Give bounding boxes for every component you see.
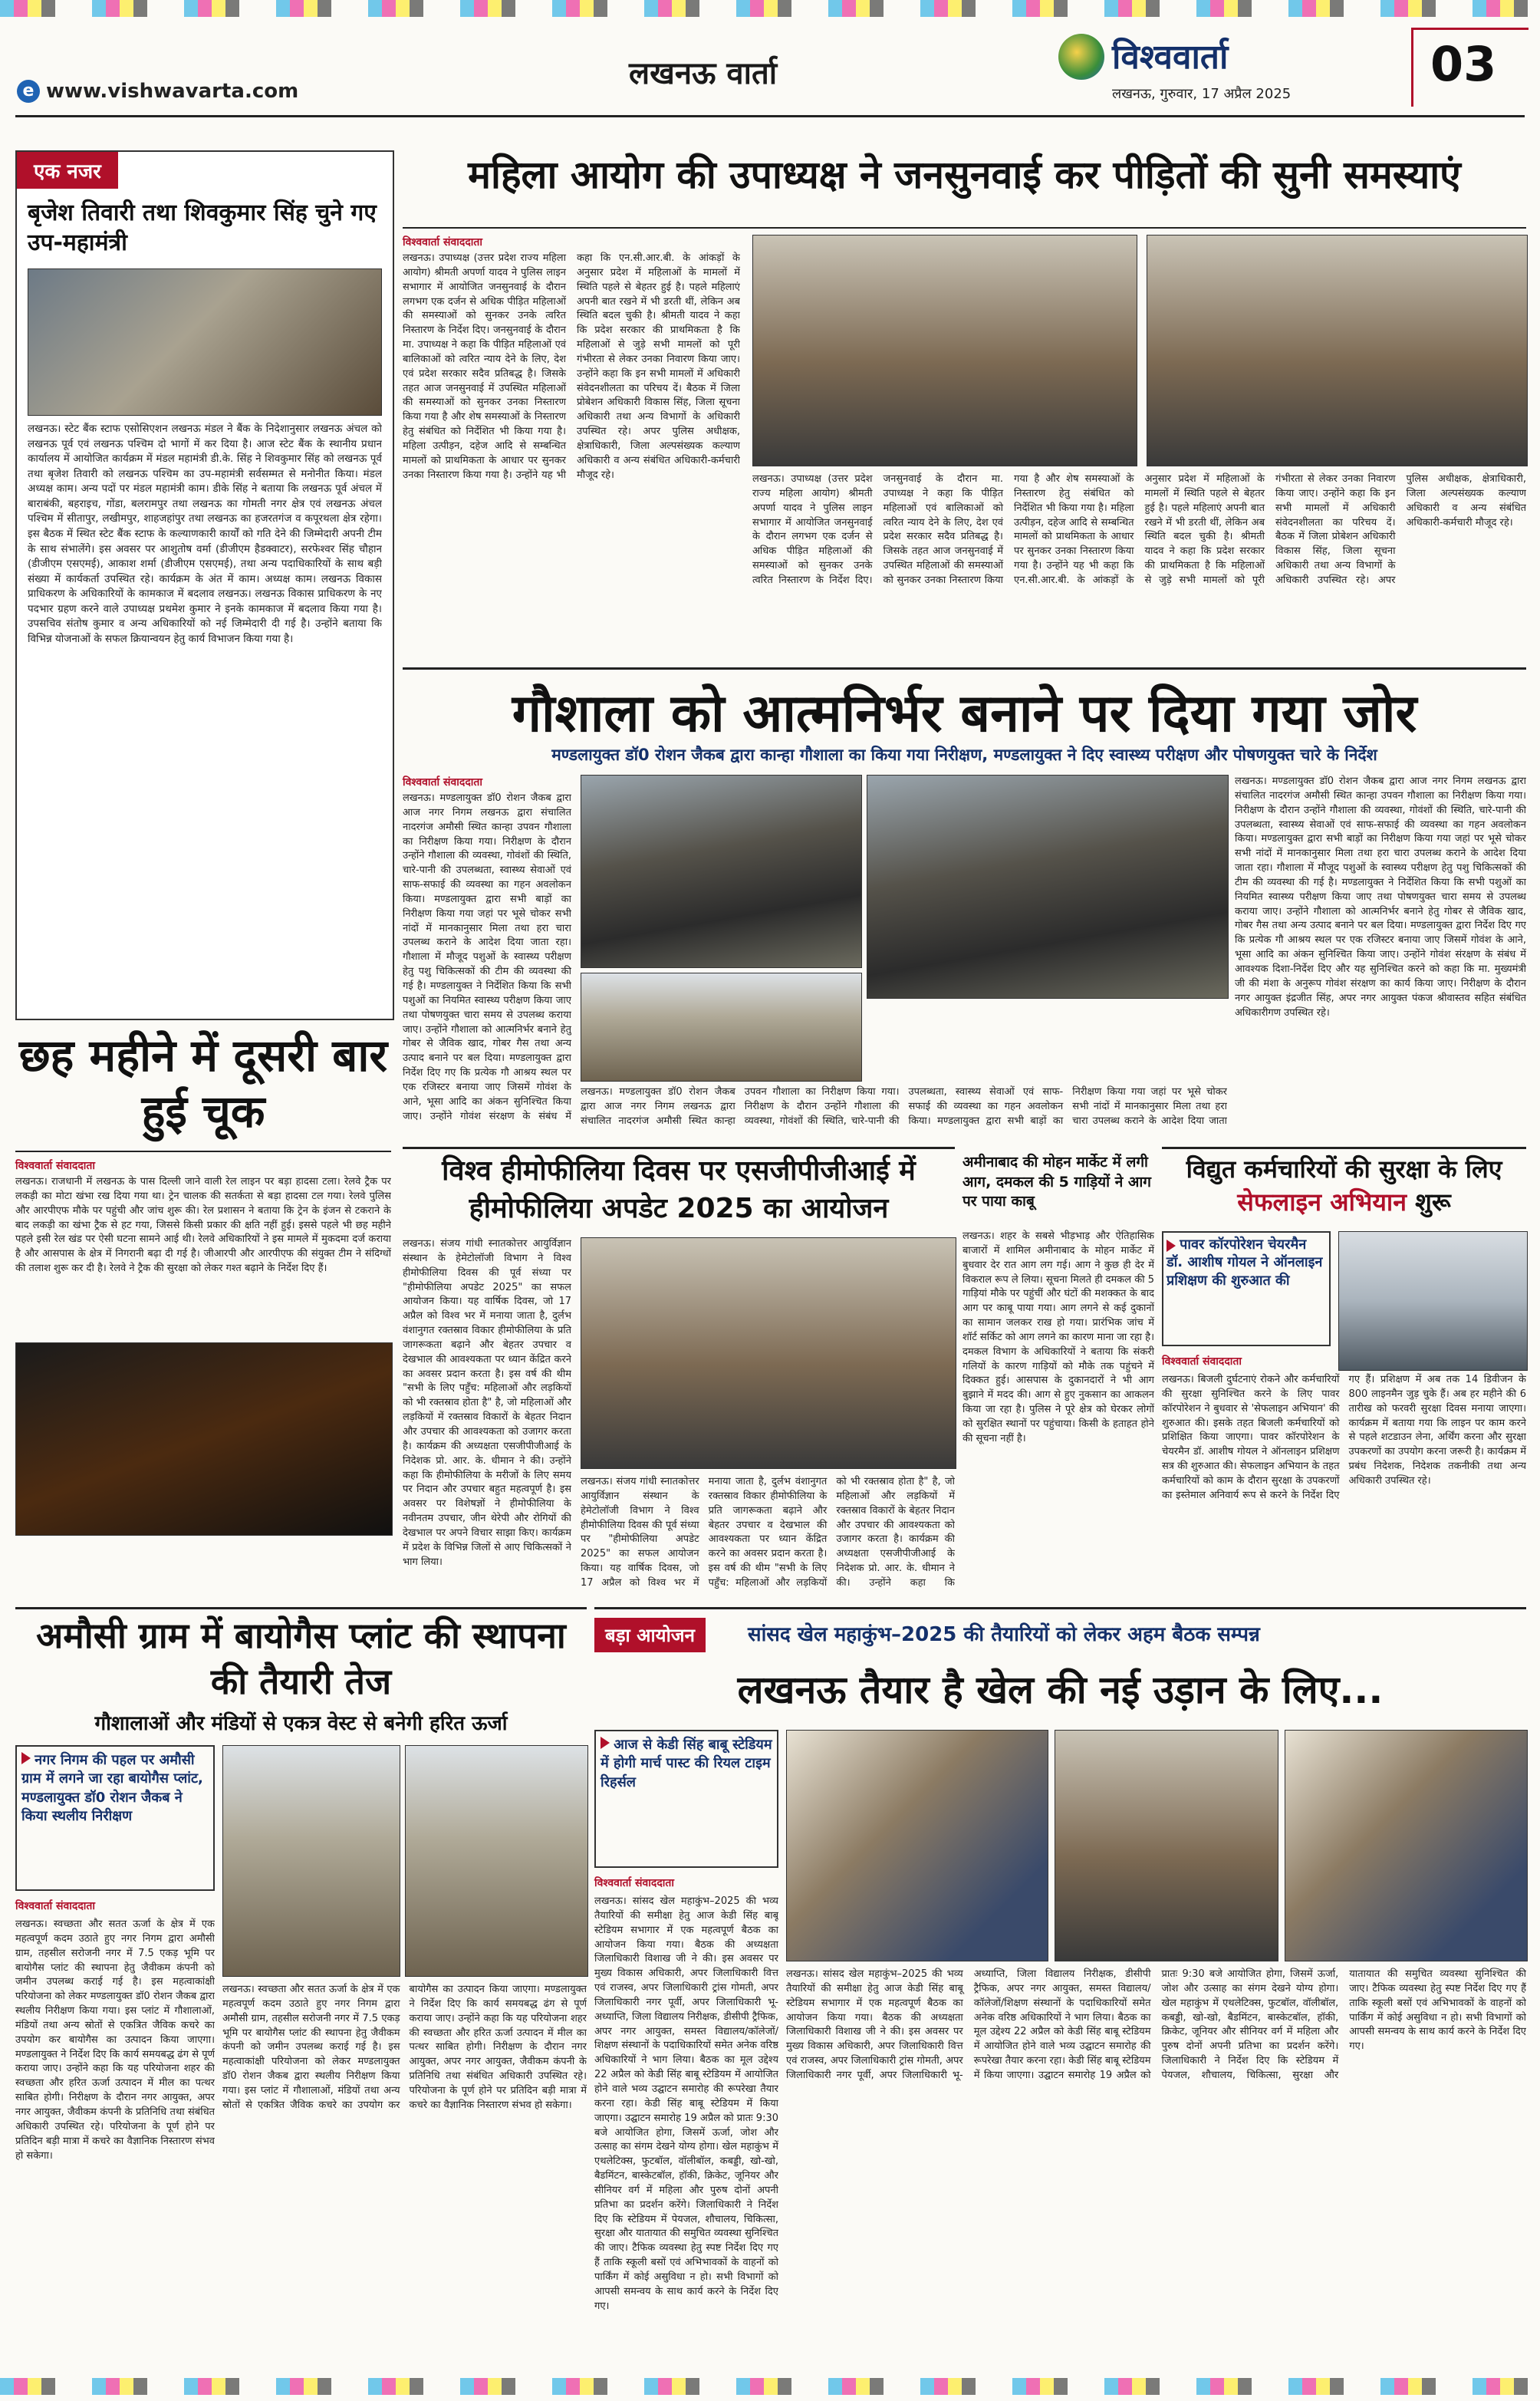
amausi-story xyxy=(15,1607,587,2363)
gaushala-body: लखनऊ। मण्डलायुक्त डॉ0 रोशन जैकब द्वारा आज नगर निगम लखनऊ द्वारा संचालित नादरगंज अमौसी स्थित कान्हा उपवन गौशाला का निरीक्षण किया गया। निरीक्षण के दौरान उन्होंने गौशाला की व्यवस्था, गोवंशों की स्थिति, चारे-पानी की उपलब्धता, स्वास्थ्य सेवाओं एवं साफ-सफाई की व्यवस्था का गहन अवलोकन किया। मण्डलायुक्त द्वारा सभी बाड़ों का निरीक्षण किया गया जहां पर भूसे चोकर सभी नांदों में मानकानुसार मिला तथा हरा चारा उपलब्ध कराने के आदेश दिया जाता रहा। गौशाला में मौजूद पशुओं के स्वास्थ्य परीक्षण हेतु पशु चिकित्सकों की टीम की व्यवस्था की गई है। मण्डलायुक्त ने निर्देशित किया कि सभी पशुओं का नियमित स्वास्थ्य परीक्षण किया जाए तथा पोषणयुक्त चारा समय से उपलब्ध कराया जाए। उन्होंने गौशाला को आत्मनिर्भर बनाने हेतु गोबर से जैविक खाद, गोबर गैस तथा अन्य उत्पाद बनाने पर बल दिया। मण्डलायुक्त द्वारा निर्देश दिए गए कि प्रत्येक गौ आश्रय स्थल पर एक रजिस्टर बनाया जाए जिसमें गोवंश के आने, भूसा आदि का अंकन सुनिश्चित किया जाए। उन्होंने गोवंश संरक्षण के संबंध में xyxy=(403,792,571,1121)
vidyut-pull-quote-box xyxy=(1162,1231,1331,1346)
gaushala-subhead: मण्डलायुक्त डॉ0 रोशन जैकब द्वारा कान्हा गौशाला का किया गया निरीक्षण, मण्डलायुक्त ने दिए स्वास्थ्य परीक्षण और पोषणयुक्त चारे के निर्देश xyxy=(551,746,1377,764)
khel-photo-2 xyxy=(1055,1730,1278,1961)
khel-headline: लखनऊ तैयार है खेल की नई उड़ान के लिए... xyxy=(737,1668,1384,1712)
mahila-rule xyxy=(403,227,1526,229)
gaushala-body-cont: लखनऊ। मण्डलायुक्त डॉ0 रोशन जैकब द्वारा आज नगर निगम लखनऊ द्वारा संचालित नादरगंज अमौसी स्थित कान्हा उपवन गौशाला का निरीक्षण किया गया। निरीक्षण के दौरान उन्होंने गौशाला की व्यवस्था, गोवंशों की स्थिति, चारे-पानी की उपलब्धता, स्वास्थ्य सेवाओं एवं साफ-सफाई की व्यवस्था का गहन अवलोकन किया। मण्डलायुक्त द्वारा सभी बाड़ों का निरीक्षण किया गया जहां पर भूसे चोकर सभी नांदों में मानकानुसार मिला तथा हरा चारा उपलब्ध कराने के आदेश दिया जाता xyxy=(581,1086,1227,1127)
page-number: 03 xyxy=(1430,36,1497,92)
amausi-byline: विश्ववार्ता संवाददाता xyxy=(15,1900,96,1912)
gaushala-body-right: लखनऊ। मण्डलायुक्त डॉ0 रोशन जैकब द्वारा आज नगर निगम लखनऊ द्वारा संचालित नादरगंज अमौसी स्थित कान्हा उपवन गौशाला का निरीक्षण किया गया। निरीक्षण के दौरान उन्होंने गौशाला की व्यवस्था, गोवंशों की स्थिति, चारे-पानी की उपलब्धता, स्वास्थ्य सेवाओं एवं साफ-सफाई की व्यवस्था का गहन अवलोकन किया। मण्डलायुक्त द्वारा सभी बाड़ों का निरीक्षण किया गया जहां पर भूसे चोकर सभी नांदों में मानकानुसार मिला तथा हरा चारा उपलब्ध कराने के आदेश दिया जाता रहा। गौशाला में मौजूद पशुओं के स्वास्थ्य परीक्षण हेतु पशु चिकित्सकों की टीम की व्यवस्था की गई है। मण्डलायुक्त ने निर्देशित किया कि सभी पशुओं का नियमित स्वास्थ्य परीक्षण किया जाए तथा पोषणयुक्त चारा समय से उपलब्ध कराया जाए। उन्होंने गौशाला को आत्मनिर्भर बनाने हेतु गोबर से जैविक खाद, गोबर गैस तथा अन्य उत्पाद बनाने पर बल दिया। मण्डलायुक्त द्वारा निर्देश दिए गए कि प्रत्येक गौ आश्रय स्थल पर एक रजिस्टर बनाया जाए जिसमें गोवंश के आने, भूसा आदि का अंकन सुनिश्चित किया जाए। उन्होंने गोवंश संरक्षण के संबंध में आवश्यक दिशा-निर्देश दिए और यह सुनिश्चित करने को कहा कि मा. मुख्यमंत्री जी की मंशा के अनुरूप गोवंश संरक्षण का कार्य किया जाए। निरीक्षण के दौरान नगर आयुक्त इंद्रजीत सिंह, अपर नगर आयुक्त पंकज श्रीवास्तव सहित संबंधित अधिकारीगण उपस्थित रहे। xyxy=(1235,776,1526,1019)
amausi-subhead: गौशालाओं और मंडियों से एकत्र वेस्ट से बनेगी हरित ऊर्जा xyxy=(94,1712,508,1735)
masthead-rule xyxy=(15,115,1525,117)
chuuk-headline: छह महीने में दूसरी बार हुई चूक xyxy=(18,1029,388,1138)
page-number-box xyxy=(1411,28,1528,107)
hemophilia-photo xyxy=(581,1237,956,1469)
amausi-pull-quote: नगर निगम की पहल पर अमौसी ग्राम में लगने जा रहा बायोगैस प्लांट, मण्डलायुक्त डॉ0 रोशन जैकब ने किया स्थलीय निरीक्षण xyxy=(21,1752,203,1824)
khel-body: लखनऊ। सांसद खेल महाकुंभ–2025 की भव्य तैयारियों की समीक्षा हेतु आज केडी सिंह बाबू स्टेडियम सभागार में एक महत्वपूर्ण बैठक का आयोजन किया गया। बैठक की अध्यक्षता जिलाधिकारी विशाख जी ने की। इस अवसर पर मुख्य विकास अधिकारी, अपर जिलाधिकारी वित्त एवं राजस्व, अपर जिलाधिकारी ट्रांस गोमती, अपर जिलाधिकारी नगर पूर्वी, अपर जिलाधिकारी भू-अध्याप्ति, जिला विद्यालय निरीक्षक, डीसीपी ट्रैफिक, अपर नगर आयुक्त, समस्त विद्यालय/कॉलेजों/शिक्षण संस्थानों के पदाधिकारियों समेत अनेक वरिष्ठ अधिकारियों ने भाग लिया। बैठक का मूल उद्देश्य 22 अप्रैल को केडी सिंह बाबू स्टेडियम में आयोजित होने वाले भव्य उद्घाटन समारोह की रूपरेखा तैयार करना रहा। केडी सिंह बाबू स्टेडियम में किया जाएगा। उद्घाटन समारोह 19 अप्रैल को प्रातः 9:30 बजे आयोजित होगा, जिसमें ऊर्जा, जोश और उत्साह का संगम देखने योग्य होगा। खेल महाकुंभ में एथलेटिक्स, फुटबॉल, वॉलीबॉल, कबड्डी, खो-खो, बैडमिंटन, बास्केटबॉल, हॉकी, क्रिकेट, जूनियर और सीनियर वर्ग में महिला और पुरुष दोनों अपनी प्रतिभा का प्रदर्शन करेंगे। जिलाधिकारी ने निर्देश दिए कि स्टेडियम में पेयजल, शौचालय, चिकित्सा, सुरक्षा और यातायात की समुचित व्यवस्था सुनिश्चित की जाए। टैफिक व्यवस्था हेतु स्पष्ट निर्देश दिए गए हैं ताकि स्कूली बसों एवं अभिभावकों के वाहनों को पार्किंग में कोई असुविधा न हो। सभी विभागों को आपसी समन्वय के साथ कार्य करने के निर्देश दिए गए। xyxy=(594,1895,778,2312)
aminabad-headline: अमीनाबाद की मोहन मार्केट में लगी आग, दमकल की 5 गाड़ियों ने आग पर पाया काबू xyxy=(962,1154,1151,1210)
dateline: लखनऊ, गुरुवार, 17 अप्रैल 2025 xyxy=(1112,86,1292,102)
khel-body-cont: लखनऊ। सांसद खेल महाकुंभ–2025 की भव्य तैयारियों की समीक्षा हेतु आज केडी सिंह बाबू स्टेडियम सभागार में एक महत्वपूर्ण बैठक का आयोजन किया गया। बैठक की अध्यक्षता जिलाधिकारी विशाख जी ने की। इस अवसर पर मुख्य विकास अधिकारी, अपर जिलाधिकारी वित्त एवं राजस्व, अपर जिलाधिकारी ट्रांस गोमती, अपर जिलाधिकारी नगर पूर्वी, अपर जिलाधिकारी भू-अध्याप्ति, जिला विद्यालय निरीक्षक, डीसीपी ट्रैफिक, अपर नगर आयुक्त, समस्त विद्यालय/कॉलेजों/शिक्षण संस्थानों के पदाधिकारियों समेत अनेक वरिष्ठ अधिकारियों ने भाग लिया। बैठक का मूल उद्देश्य 22 अप्रैल को केडी सिंह बाबू स्टेडियम में आयोजित होने वाले भव्य उद्घाटन समारोह की रूपरेखा तैयार करना रहा। केडी सिंह बाबू स्टेडियम में किया जाएगा। उद्घाटन समारोह 19 अप्रैल को प्रातः 9:30 बजे आयोजित होगा, जिसमें ऊर्जा, जोश और उत्साह का संगम देखने योग्य होगा। खेल महाकुंभ में एथलेटिक्स, फुटबॉल, वॉलीबॉल, कबड्डी, खो-खो, बैडमिंटन, बास्केटबॉल, हॉकी, क्रिकेट, जूनियर और सीनियर वर्ग में महिला और पुरुष दोनों अपनी प्रतिभा का प्रदर्शन करेंगे। जिलाधिकारी ने निर्देश दिए कि स्टेडियम में पेयजल, शौचालय, चिकित्सा, सुरक्षा और यातायात की समुचित व्यवस्था सुनिश्चित की जाए। टैफिक व्यवस्था हेतु स्पष्ट निर्देश दिए गए हैं ताकि स्कूली बसों एवं अभिभावकों के वाहनों को पार्किंग में कोई असुविधा न हो। सभी विभागों को आपसी समन्वय के साथ कार्य करने के निर्देश दिए गए। xyxy=(786,1968,1526,2081)
gaushala-photo-2 xyxy=(867,775,1229,999)
vishwavarta-logo xyxy=(1058,34,1104,80)
arrow-marker-icon xyxy=(1167,1240,1176,1252)
gaushala-story xyxy=(403,667,1526,1135)
hemophilia-body: लखनऊ। संजय गांधी स्नातकोत्तर आयुर्विज्ञान संस्थान के हेमेटोलॉजी विभाग ने विश्व हीमोफीलिया दिवस की पूर्व संध्या पर "हीमोफीलिया अपडेट 2025" का सफल आयोजन किया। यह वार्षिक दिवस, जो 17 अप्रैल को विश्व भर में मनाया जाता है, दुर्लभ वंशानुगत रक्तस्राव विकार हीमोफीलिया के प्रति जागरूकता बढ़ाने और बेहतर उपचार व देखभाल की आवश्यकता पर ध्यान केंद्रित करने का अवसर प्रदान करता है। इस वर्ष की थीम "सभी के लिए पहुँच: महिलाओं और लड़कियों को भी रक्तस्राव होता है" है, जो महिलाओं और लड़कियों में रक्तस्राव विकारों के बेहतर निदान और उपचार की आवश्यकता को उजागर करता है। कार्यक्रम की अध्यक्षता एसजीपीजीआई के निदेशक प्रो. आर. के. धीमान ने की। उन्होंने कहा कि हीमोफीलिया के मरीजों के लिए समय पर निदान और उपचार बहुत महत्वपूर्ण है। इस अवसर पर विशेषज्ञों ने हीमोफीलिया के नवीनतम उपचार, जीन थेरेपी और रोगियों की देखभाल पर अपने विचार साझा किए। कार्यक्रम में प्रदेश के विभिन्न जिलों से आए चिकित्सकों ने भाग लिया। xyxy=(403,1238,571,1568)
khel-badge: बड़ा आयोजन xyxy=(594,1618,706,1652)
mahila-photo-2 xyxy=(1147,235,1528,466)
mahila-byline: विश्ववार्ता संवाददाता xyxy=(403,236,483,249)
amausi-pull-quote-box xyxy=(15,1745,215,1891)
vidyut-story xyxy=(1162,1147,1526,1599)
chuuk-rule xyxy=(15,1151,391,1152)
vidyut-tower-photo xyxy=(1338,1231,1528,1371)
khel-photo-3 xyxy=(1285,1730,1528,1961)
mahila-body: लखनऊ। उपाध्यक्ष (उत्तर प्रदेश राज्य महिला आयोग) श्रीमती अपर्णा यादव ने पुलिस लाइन सभागार में आयोजित जनसुनवाई के दौरान लगभग एक दर्जन से अधिक पीड़ित महिलाओं की समस्याओं को सुनकर उनके त्वरित निस्तारण के निर्देश दिए। जनसुनवाई के दौरान मा. उपाध्यक्ष ने कहा कि पीड़ित महिलाओं एवं बालिकाओं को त्वरित न्याय देने के लिए, देश एवं प्रदेश सरकार सदैव प्रतिबद्ध है। जिसके तहत आज जनसुनवाई में उपस्थित महिलाओं की समस्याओं को सुनकर उनका निस्तारण किया गया है और शेष समस्याओं के निस्तारण हेतु संबंधित को निर्देशित भी किया गया है। महिला उत्पीड़न, दहेज आदि से सम्बन्धित मामलों को प्राथमिकता के आधार पर सुनकर उनका निस्तारण किया गया है। उन्होंने यह भी कहा कि एन.सी.आर.बी. के आंकड़ों के अनुसार प्रदेश में महिलाओं के मामलों में स्थिति पहले से बेहतर हुई है। पहले महिलाएं अपनी बात रखने में भी डरती थीं, लेकिन अब स्थिति बदल चुकी है। श्रीमती यादव ने कहा कि प्रदेश सरकार की प्राथमिकता है कि महिलाओं से जुड़े सभी मामलों को पूरी गंभीरता से लेकर उनका निवारण किया जाए। उन्होंने कहा कि इन सभी मामलों में अधिकारी संवेदनशीलता का परिचय दें। बैठक में जिला प्रोबेशन अधिकारी विकास सिंह, जिला सूचना अधिकारी तथा अन्य विभागों के अधिकारी उपस्थित रहे। अपर पुलिस अधीक्षक, क्षेत्राधिकारी, जिला अल्पसंख्यक कल्याण अधिकारी व अन्य संबंधित अधिकारी-कर्मचारी मौजूद रहे। xyxy=(403,252,740,481)
globe-e-logo: e xyxy=(17,80,40,103)
arrow-marker-icon xyxy=(601,1737,610,1749)
hemophilia-body-cont: लखनऊ। संजय गांधी स्नातकोत्तर आयुर्विज्ञान संस्थान के हेमेटोलॉजी विभाग ने विश्व हीमोफीलिया दिवस की पूर्व संध्या पर "हीमोफीलिया अपडेट 2025" का सफल आयोजन किया। यह वार्षिक दिवस, जो 17 अप्रैल को विश्व भर में मनाया जाता है, दुर्लभ वंशानुगत रक्तस्राव विकार हीमोफीलिया के प्रति जागरूकता बढ़ाने और बेहतर उपचार व देखभाल की आवश्यकता पर ध्यान केंद्रित करने का अवसर प्रदान करता है। इस वर्ष की थीम "सभी के लिए पहुँच: महिलाओं और लड़कियों को भी रक्तस्राव होता है" है, जो महिलाओं और लड़कियों में रक्तस्राव विकारों के बेहतर निदान और उपचार की आवश्यकता को उजागर करता है। कार्यक्रम की अध्यक्षता एसजीपीजीआई के निदेशक प्रो. आर. के. धीमान ने की। उन्होंने कहा कि xyxy=(581,1476,955,1589)
vidyut-pull-quote: पावर कॉरपोरेशन चेयरमैन डॉ. आशीष गोयल ने ऑनलाइन प्रशिक्षण की शुरुआत की xyxy=(1167,1237,1323,1289)
hemophilia-rule xyxy=(403,1147,955,1149)
amausi-body: लखनऊ। स्वच्छता और सतत ऊर्जा के क्षेत्र में एक महत्वपूर्ण कदम उठाते हुए नगर निगम द्वारा अमौसी ग्राम, तहसील सरोजनी नगर में 7.5 एकड़ भूमि पर बायोगैस प्लांट की स्थापना हेतु जैवीकम कंपनी को जमीन उपलब्ध कराई गई है। इस महत्वाकांक्षी परियोजना को लेकर मण्डलायुक्त डॉ0 रोशन जैकब द्वारा स्थलीय निरीक्षण किया गया। इस प्लांट में गौशालाओं, मंडियों तथा अन्य स्रोतों से एकत्रित जैविक कचरे का उपयोग कर बायोगैस का उत्पादन किया जाएगा। मण्डलायुक्त ने निर्देश दिए कि कार्य समयबद्ध ढंग से पूर्ण कराया जाए। उन्होंने कहा कि यह परियोजना शहर की स्वच्छता और हरित ऊर्जा उत्पादन में मील का पत्थर साबित होगी। निरीक्षण के दौरान नगर आयुक्त, अपर नगर आयुक्त, जैवीकम कंपनी के प्रतिनिधि तथा संबंधित अधिकारी उपस्थित रहे। परियोजना के पूर्ण होने पर प्रतिदिन बड़ी मात्रा में कचरे का वैज्ञानिक निस्तारण संभव हो सकेगा। xyxy=(15,1918,215,2162)
chuuk-story xyxy=(15,1028,391,1534)
chuuk-night-photo xyxy=(15,1342,393,1536)
hemophilia-story xyxy=(403,1147,955,1599)
gaushala-photo-3 xyxy=(581,973,862,1082)
vidyut-body: लखनऊ। बिजली दुर्घटनाएं रोकने और कर्मचारियों की सुरक्षा सुनिश्चित करने के लिए पावर कॉरपोरेशन ने बुधवार से 'सेफलाइन अभियान' की शुरुआत की। इसके तहत बिजली कर्मचारियों को प्रशिक्षित किया जाएगा। पावर कॉरपोरेशन के चेयरमैन डॉ. आशीष गोयल ने ऑनलाइन प्रशिक्षण सत्र की शुरुआत की। सेफलाइन अभियान के तहत कर्मचारियों को काम के दौरान सुरक्षा के उपकरणों का इस्तेमाल अनिवार्य रूप से करने के निर्देश दिए गए हैं। प्रशिक्षण में अब तक 14 डिवीजन के 800 लाइनमैन जुड़ चुके हैं। अब हर महीने की 6 तारीख को फरवरी सुरक्षा दिवस मनाया जाएगा। कार्यक्रम में बताया गया कि लाइन पर काम करने से पहले शटडाउन लेना, अर्थिंग करना और सुरक्षा उपकरणों का उपयोग करना जरूरी है। कार्यक्रम में प्रबंध निदेशक, निदेशक तकनीकी तथा अन्य अधिकारी उपस्थित रहे। xyxy=(1162,1374,1526,1501)
arrow-marker-icon xyxy=(21,1752,31,1764)
vidyut-byline: विश्ववार्ता संवाददाता xyxy=(1162,1355,1242,1368)
khel-photo-1 xyxy=(786,1730,1048,1961)
vidyut-headline-highlight: सेफलाइन अभियान xyxy=(1237,1187,1407,1217)
khel-pull-quote-box xyxy=(594,1730,778,1868)
amausi-body-cont: लखनऊ। स्वच्छता और सतत ऊर्जा के क्षेत्र में एक महत्वपूर्ण कदम उठाते हुए नगर निगम द्वारा अमौसी ग्राम, तहसील सरोजनी नगर में 7.5 एकड़ भूमि पर बायोगैस प्लांट की स्थापना हेतु जैवीकम कंपनी को जमीन उपलब्ध कराई गई है। इस महत्वाकांक्षी परियोजना को लेकर मण्डलायुक्त डॉ0 रोशन जैकब द्वारा स्थलीय निरीक्षण किया गया। इस प्लांट में गौशालाओं, मंडियों तथा अन्य स्रोतों से एकत्रित जैविक कचरे का उपयोग कर बायोगैस का उत्पादन किया जाएगा। मण्डलायुक्त ने निर्देश दिए कि कार्य समयबद्ध ढंग से पूर्ण कराया जाए। उन्होंने कहा कि यह परियोजना शहर की स्वच्छता और हरित ऊर्जा उत्पादन में मील का पत्थर साबित होगी। निरीक्षण के दौरान नगर आयुक्त, अपर नगर आयुक्त, जैवीकम कंपनी के प्रतिनिधि तथा संबंधित अधिकारी उपस्थित रहे। परियोजना के पूर्ण होने पर प्रतिदिन बड़ी मात्रा में कचरे का वैज्ञानिक निस्तारण संभव हो सकेगा। xyxy=(222,1984,587,2111)
ek-nazar-box xyxy=(15,150,394,1020)
amausi-photo-1 xyxy=(222,1745,400,1977)
registration-bar-top xyxy=(0,0,1540,17)
khel-kicker: सांसद खेल महाकुंभ–2025 की तैयारियों को लेकर अहम बैठक सम्पन्न xyxy=(748,1623,1260,1646)
registration-bar-bottom xyxy=(0,2378,1540,2395)
chuuk-byline: विश्ववार्ता संवाददाता xyxy=(15,1160,96,1172)
khel-pull-quote: आज से केडी सिंह बाबू स्टेडियम में होगी मार्च पास्ट की रियल टाइम रिहर्सल xyxy=(601,1737,772,1790)
aminabad-body: लखनऊ। शहर के सबसे भीड़भाड़ और ऐतिहासिक बाजारों में शामिल अमीनाबाद के मोहन मार्केट में बुधवार देर रात आग लग गई। आग ने कुछ ही देर में विकराल रूप ले लिया। सूचना मिलते ही दमकल की 5 गाड़ियां मौके पर पहुंचीं और घंटों की मशक्कत के बाद आग पर काबू पाया गया। आग लगने से कई दुकानों का सामान जलकर राख हो गया। प्रारंभिक जांच में शॉर्ट सर्किट को आग लगने का कारण माना जा रहा है। दमकल विभाग के अधिकारियों ने बताया कि संकरी गलियों के कारण गाड़ियों को मौके तक पहुंचने में दिक्कत हुई। आसपास के दुकानदारों ने भी आग बुझाने में मदद की। आग से हुए नुकसान का आकलन किया जा रहा है। पुलिस ने पूरे क्षेत्र को घेरकर लोगों को सुरक्षित स्थानों पर पहुंचाया। किसी के हताहत होने की सूचना नहीं है। xyxy=(962,1230,1154,1444)
amausi-photo-2 xyxy=(405,1745,588,1977)
aminabad-story xyxy=(962,1147,1154,1599)
gaushala-byline: विश्ववार्ता संवाददाता xyxy=(403,776,483,789)
paper-name: विश्ववार्ता xyxy=(1112,38,1229,77)
mahila-story xyxy=(403,150,1526,657)
chuuk-body: लखनऊ। राजधानी में लखनऊ के पास दिल्ली जाने वाली रेल लाइन पर बड़ा हादसा टला। रेलवे ट्रैक पर लकड़ी का मोटा खंभा रख दिया गया था। ट्रेन चालक की सतर्कता से बड़ा हादसा टल गया। रेलवे पुलिस और आरपीएफ मौके पर पहुंची और जांच शुरू की। रेल प्रशासन ने बताया कि ट्रेन के इंजन से टकराने के बाद लकड़ी का खंभा ट्रैक से हट गया, जिससे किसी प्रकार की क्षति नहीं हुई। इससे पहले भी छह महीने पहले इसी रेल खंड पर ऐसी घटना सामने आई थी। रेलवे अधिकारियों ने इस मामले में मुकदमा दर्ज कराया है और आसपास के क्षेत्र में निगरानी बढ़ा दी गई है। जीआरपी और आरपीएफ की संयुक्त टीम ने संदिग्धों की तलाश शुरू कर दी है। रेलवे ने ट्रैक की सुरक्षा को लेकर गश्त बढ़ाने के निर्देश दिए हैं। xyxy=(15,1176,391,1275)
ek-nazar-body: लखनऊ। स्टेट बैंक स्टाफ एसोसिएशन लखनऊ मंडल ने बैंक के निदेशानुसार लखनऊ अंचल को लखनऊ पूर्व एवं लखनऊ पश्चिम दो भागों में कर दिया है। आज स्टेट बैंक के स्थानीय प्रधान कार्यालय में आयोजित कार्यक्रम में मंडल महामंत्री डी.के. सिंह ने शिवकुमार सिंह को लखनऊ पूर्व तथा बृजेश तिवारी को लखनऊ पश्चिम का उप-महामंत्री सर्वसम्मत से मनोनीत किया। मंडल अध्यक्ष काम। अन्य पदों पर मंडल महामंत्री काम। डीके सिंह ने बताया कि लखनऊ पूर्व अंचल में बाराबंकी, बहराइच, गोंडा, बलरामपुर तथा लखनऊ का गोमती नगर क्षेत्र एवं लखनऊ अंचल पश्चिम में सीतापुर, लखीमपुर, शाहजहांपुर तथा लखनऊ का हजरतगंज व कपूरथला क्षेत्र रहेगा। इस बैठक में स्थित स्टेट बैंक स्टाफ के कल्याणकारी कार्यों को गति देने की जिम्मेदारी अपनी टीम के साथ संभालेंगे। इस अवसर पर आशुतोष वर्मा (डीजीएम हैडक्वाटर), सरफेश्वर सिंह चौहान (डीजीएम एसएमई), आकाश शर्मा (डीजीएम एसएमई), तथा अन्य पदाधिकारियों के साथ बड़ी संख्या में कार्यकर्ता उपस्थित रहे। कार्यक्रम के अंत में काम। अध्यक्ष काम। लखनऊ विकास प्राधिकरण के अधिकारियों के कामकाज में बदलाव लखनऊ। लखनऊ विकास प्राधिकरण के नए पदभार ग्रहण करने वाले उपाध्यक्ष प्रथमेश कुमार ने इनके कामकाज में बदलाव किया गया है। उपसचिव संतोष कुमार व अन्य अधिकारियों को नई जिम्मेदारी दी गई है। उन्होंने बताया कि विभिन्न योजनाओं के सफल क्रियान्वयन हेतु कार्य विभाजन किया गया है। xyxy=(28,423,382,645)
ek-nazar-label: एक नजर xyxy=(17,152,118,189)
website-url[interactable]: www.vishwavarta.com xyxy=(46,80,299,103)
vidyut-rule xyxy=(1162,1147,1526,1149)
gaushala-headline: गौशाला को आत्मनिर्भर बनाने पर दिया गया जोर xyxy=(512,683,1417,744)
mahila-photo-1 xyxy=(752,235,1137,466)
vidyut-headline: विद्युत कर्मचारियों की सुरक्षा के लिए सेफलाइन अभियान शुरू xyxy=(1186,1154,1502,1217)
mahila-body-cont: लखनऊ। उपाध्यक्ष (उत्तर प्रदेश राज्य महिला आयोग) श्रीमती अपर्णा यादव ने पुलिस लाइन सभागार में आयोजित जनसुनवाई के दौरान लगभग एक दर्जन से अधिक पीड़ित महिलाओं की समस्याओं को सुनकर उनके त्वरित निस्तारण के निर्देश दिए। जनसुनवाई के दौरान मा. उपाध्यक्ष ने कहा कि पीड़ित महिलाओं एवं बालिकाओं को त्वरित न्याय देने के लिए, देश एवं प्रदेश सरकार सदैव प्रतिबद्ध है। जिसके तहत आज जनसुनवाई में उपस्थित महिलाओं की समस्याओं को सुनकर उनका निस्तारण किया गया है और शेष समस्याओं के निस्तारण हेतु संबंधित को निर्देशित भी किया गया है। महिला उत्पीड़न, दहेज आदि से सम्बन्धित मामलों को प्राथमिकता के आधार पर सुनकर उनका निस्तारण किया गया है। उन्होंने यह भी कहा कि एन.सी.आर.बी. के आंकड़ों के अनुसार प्रदेश में महिलाओं के मामलों में स्थिति पहले से बेहतर हुई है। पहले महिलाएं अपनी बात रखने में भी डरती थीं, लेकिन अब स्थिति बदल चुकी है। श्रीमती यादव ने कहा कि प्रदेश सरकार की प्राथमिकता है कि महिलाओं से जुड़े सभी मामलों को पूरी गंभीरता से लेकर उनका निवारण किया जाए। उन्होंने कहा कि इन सभी मामलों में अधिकारी संवेदनशीलता का परिचय दें। बैठक में जिला प्रोबेशन अधिकारी विकास सिंह, जिला सूचना अधिकारी तथा अन्य विभागों के अधिकारी उपस्थित रहे। अपर पुलिस अधीक्षक, क्षेत्राधिकारी, जिला अल्पसंख्यक कल्याण अधिकारी व अन्य संबंधित अधिकारी-कर्मचारी मौजूद रहे। xyxy=(752,473,1526,586)
masthead xyxy=(0,0,1540,142)
khel-story xyxy=(594,1607,1526,2363)
gaushala-top-rule xyxy=(403,667,1526,670)
gaushala-photo-1 xyxy=(581,775,862,968)
khel-byline: विश्ववार्ता संवाददाता xyxy=(594,1877,675,1889)
mahila-headline: महिला आयोग की उपाध्यक्ष ने जनसुनवाई कर पीड़ितों की सुनी समस्याएं xyxy=(468,153,1461,197)
ek-nazar-headline: बृजेश तिवारी तथा शिवकुमार सिंह चुने गए उप-महामंत्री xyxy=(28,199,377,256)
khel-rule xyxy=(594,1607,1526,1609)
amausi-rule xyxy=(15,1607,587,1609)
hemophilia-headline: विश्व हीमोफीलिया दिवस पर एसजीपीजीआई में हीमोफीलिया अपडेट 2025 का आयोजन xyxy=(442,1155,916,1224)
amausi-headline: अमौसी ग्राम में बायोगैस प्लांट की स्थापना की तैयारी तेज xyxy=(36,1615,566,1702)
section-title: लखनऊ वार्ता xyxy=(629,56,778,91)
ek-nazar-group-photo xyxy=(28,268,382,416)
